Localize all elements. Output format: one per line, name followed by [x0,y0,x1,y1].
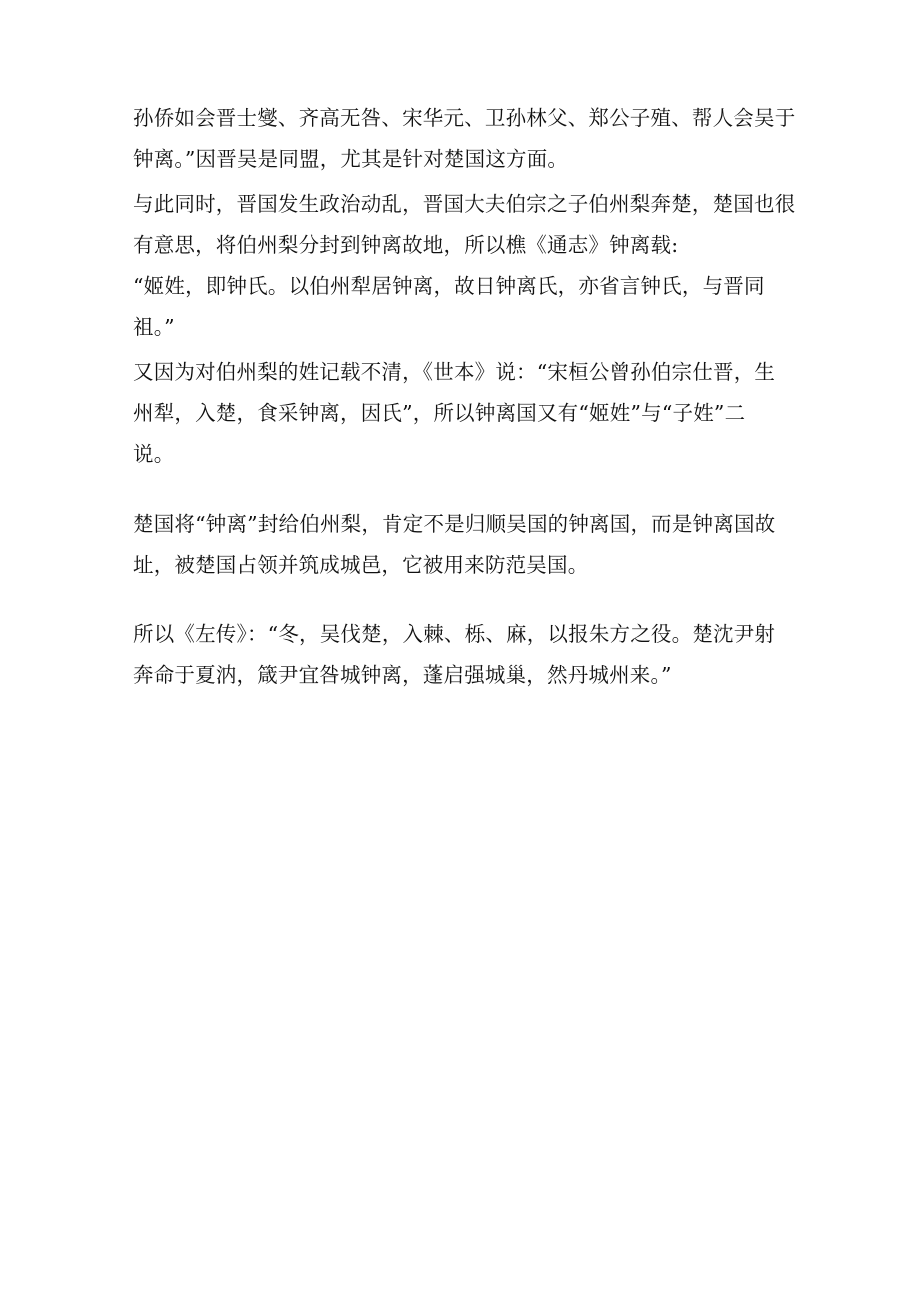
paragraph-4-line-1: 又因为对伯州梨的姓记载不清，《世本》说：“宋桓公曾孙伯宗仕晋，生 [133,360,776,384]
paragraph-6-line-2: 奔命于夏汭，箴尹宜咎城钟离，蓬启强城巢，然丹城州来。” [133,663,672,687]
paragraph-1-line-1: 孙侨如会晋士燮、齐高无咎、宋华元、卫孙林父、郑公子殖、帮人会吴于 [133,106,796,130]
paragraph-2-line-1: 与此同时，晋国发生政治动乱，晋国大夫伯宗之子伯州梨奔楚，楚国也很 [133,192,796,216]
paragraph-6-line-1: 所以《左传》：“冬，吴伐楚，入棘、栎、麻，以报朱方之役。楚沈尹射 [133,622,776,646]
paragraph-4-line-3: 说。 [133,442,175,466]
paragraph-5-line-2: 址，被楚国占领并筑成城邑，它被用来防范吴国。 [133,553,589,577]
paragraph-3-line-1: “姬姓，即钟氏。以伯州犁居钟离，故日钟离氏，亦省言钟氏，与晋同 [133,274,765,298]
paragraph-3-line-2: 祖。” [133,315,175,339]
paragraph-1-line-2: 钟离。”因晋吴是同盟，尤其是针对楚国这方面。 [133,147,569,171]
paragraph-4-line-2: 州犁，入楚，食采钟离，因氏”，所以钟离国又有“姬姓”与“子姓”二 [133,401,746,425]
paragraph-5-line-1: 楚国将“钟离”封给伯州梨，肯定不是归顺吴国的钟离国，而是钟离国故 [133,512,776,536]
paragraph-2-line-2: 有意思，将伯州梨分封到钟离故地，所以樵《通志》钟离载: [133,233,679,257]
